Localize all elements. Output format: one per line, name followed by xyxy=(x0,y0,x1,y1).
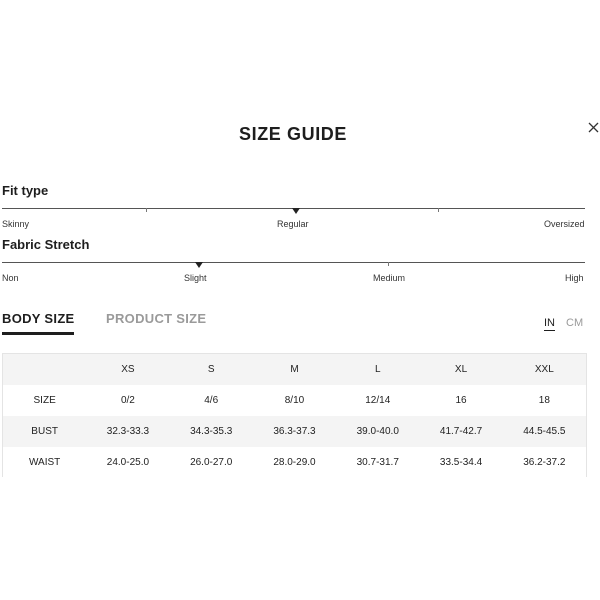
page-title: SIZE GUIDE xyxy=(238,124,347,144)
table-cell: 33.5-34.4 xyxy=(439,457,483,468)
fit-type-marker xyxy=(292,208,300,214)
tab-body-size[interactable]: BODY SIZE xyxy=(2,311,75,326)
fabric-stretch-marker xyxy=(195,262,203,268)
row-label: BUST xyxy=(31,426,58,437)
unit-in-toggle[interactable]: IN xyxy=(544,317,555,329)
table-cell: 12/14 xyxy=(365,395,391,406)
fit-type-label: Fit type xyxy=(2,183,49,198)
table-cell: 36.2-37.2 xyxy=(523,457,566,468)
table-cell: 4/6 xyxy=(204,395,219,406)
table-header-cell: XXL xyxy=(534,364,554,375)
size-table xyxy=(2,353,587,477)
fit-type-right-label: Oversized xyxy=(544,219,585,229)
tab-product-size[interactable]: PRODUCT SIZE xyxy=(106,311,207,326)
row-label: WAIST xyxy=(28,457,61,468)
table-cell: 0/2 xyxy=(120,395,135,406)
table-cell: 39.0-40.0 xyxy=(356,426,399,437)
active-tab-underline xyxy=(2,332,74,335)
table-row xyxy=(3,416,586,447)
table-row xyxy=(3,385,586,416)
table-header-cell: L xyxy=(374,364,381,375)
table-header-row xyxy=(3,354,586,385)
fabric-stretch-tick xyxy=(388,262,389,266)
fit-type-tick xyxy=(438,208,439,212)
unit-cm-toggle[interactable]: CM xyxy=(566,317,584,329)
table-cell: 41.7-42.7 xyxy=(439,426,483,437)
table-cell: 24.0-25.0 xyxy=(106,457,150,468)
table-header-cell: XL xyxy=(454,364,468,375)
table-row xyxy=(3,447,586,477)
table-cell: 30.7-31.7 xyxy=(356,457,399,468)
table-header-cell: M xyxy=(290,364,299,375)
table-cell: 36.3-37.3 xyxy=(273,426,316,437)
fabric-stretch-label: Fabric Stretch xyxy=(2,237,90,252)
close-icon[interactable] xyxy=(587,121,600,134)
fabric-stretch-scale xyxy=(2,262,585,263)
fabric-stretch-high-label: High xyxy=(565,273,584,283)
fit-type-middle-label: Regular xyxy=(277,219,309,229)
table-header-cell: S xyxy=(207,364,215,375)
table-cell: 26.0-27.0 xyxy=(190,457,233,468)
table-cell: 16 xyxy=(455,395,467,406)
fabric-stretch-non-label: Non xyxy=(2,273,19,283)
fabric-stretch-medium-label: Medium xyxy=(373,273,406,283)
table-cell: 32.3-33.3 xyxy=(106,426,150,437)
table-cell: 34.3-35.3 xyxy=(190,426,233,437)
table-cell: 18 xyxy=(538,395,550,406)
table-cell: 8/10 xyxy=(284,395,305,406)
fit-type-left-label: Skinny xyxy=(2,219,30,229)
table-cell: 44.5-45.5 xyxy=(523,426,566,437)
fabric-stretch-slight-label: Slight xyxy=(184,273,207,283)
fit-type-tick xyxy=(146,208,147,212)
table-header-cell xyxy=(3,354,86,385)
table-cell: 28.0-29.0 xyxy=(273,457,316,468)
table-header-cell: XS xyxy=(121,364,135,375)
row-label: SIZE xyxy=(33,395,56,406)
